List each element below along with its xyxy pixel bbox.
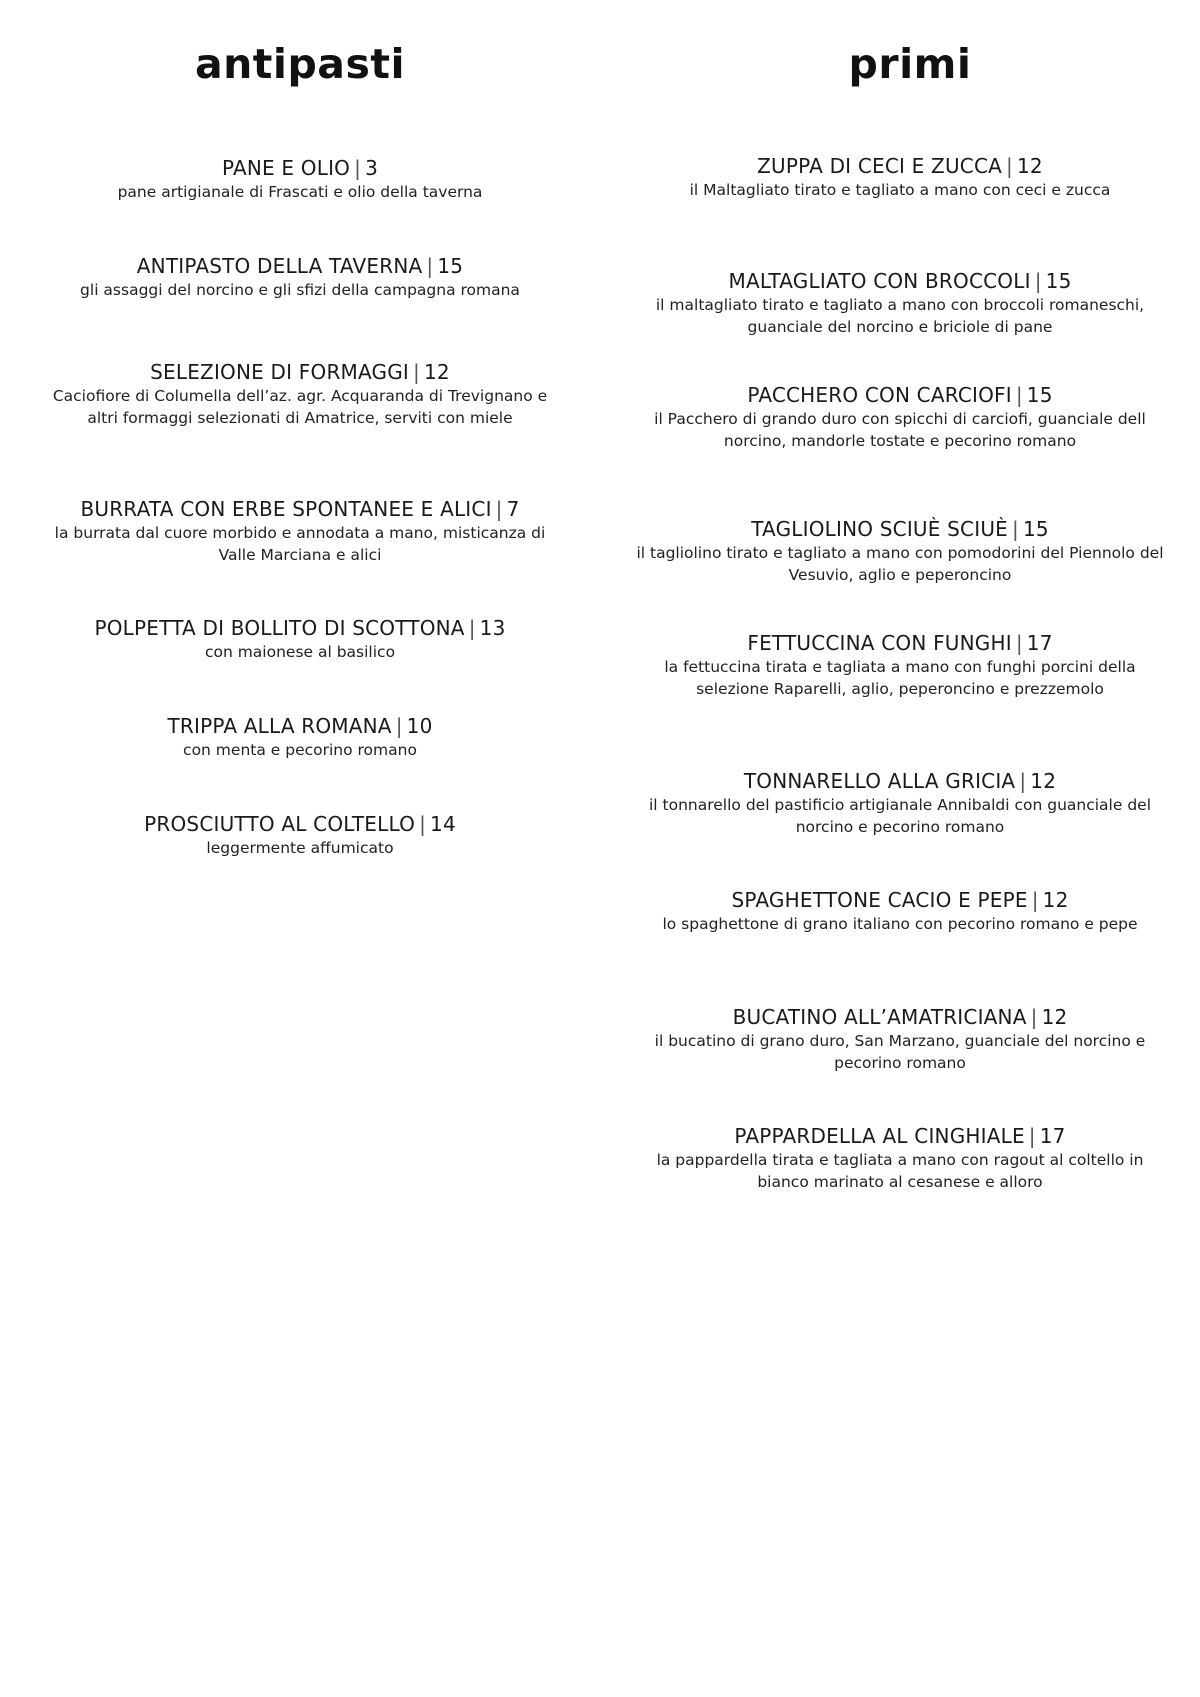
- menu-item-name: ANTIPASTO DELLA TAVERNA: [136, 254, 423, 278]
- menu-item-name: PACCHERO CON CARCIOFI: [747, 383, 1012, 407]
- menu-item-description: con maionese al basilico: [204, 643, 396, 661]
- price-separator: |: [1034, 269, 1042, 293]
- menu-item-description: gli assaggi del norcino e gli sfizi della campagna romana: [80, 281, 520, 299]
- menu-item-description: il maltagliato tirato e tagliato a mano con broccoli romaneschi, guanciale del norcino e briciole di pane: [655, 296, 1145, 336]
- price-separator: |: [395, 714, 403, 738]
- menu-item: [30, 615, 570, 663]
- price-separator: |: [1015, 631, 1023, 655]
- price-separator: |: [495, 497, 503, 521]
- menu-item-heading: [630, 268, 1170, 294]
- menu-item-heading: [30, 713, 570, 739]
- menu-item-name: BUCATINO ALL’AMATRICIANA: [732, 1005, 1027, 1029]
- menu-item-price: 15: [1026, 383, 1053, 407]
- price-separator: |: [468, 616, 476, 640]
- menu-item-price: 3: [365, 156, 379, 180]
- menu-item-price: 12: [1030, 769, 1057, 793]
- menu-item-name: PAPPARDELLA AL CINGHIALE: [734, 1124, 1025, 1148]
- menu-item-name: FETTUCCINA CON FUNGHI: [747, 631, 1012, 655]
- menu-item-description: la burrata dal cuore morbido e annodata a mano, misticanza di Valle Marciana e alici: [54, 524, 546, 564]
- price-separator: |: [1031, 888, 1039, 912]
- price-separator: |: [1028, 1124, 1036, 1148]
- menu-item-price: 15: [1045, 269, 1072, 293]
- menu-item-name: BURRATA CON ERBE SPONTANEE E ALICI: [80, 497, 492, 521]
- price-separator: |: [426, 254, 434, 278]
- menu-item: [630, 1004, 1170, 1074]
- menu-item-name: TAGLIOLINO SCIUÈ SCIUÈ: [751, 517, 1008, 541]
- menu-item: [30, 359, 570, 429]
- menu-item-description: lo spaghettone di grano italiano con pecorino romano e pepe: [662, 915, 1138, 933]
- price-separator: |: [1015, 383, 1023, 407]
- menu-item-name: SPAGHETTONE CACIO E PEPE: [731, 888, 1028, 912]
- menu-item: [630, 153, 1170, 201]
- menu-item: [30, 496, 570, 566]
- menu-item-price: 13: [479, 616, 506, 640]
- menu-item: [630, 382, 1170, 452]
- menu-item-description: il Pacchero di grando duro con spicchi di carciofi, guanciale dell norcino, mandorle tostate e pecorino romano: [654, 410, 1146, 450]
- menu-item-heading: [630, 1004, 1170, 1030]
- menu-item: [30, 155, 570, 203]
- menu-item-price: 10: [406, 714, 433, 738]
- menu-item-price: 12: [1042, 888, 1069, 912]
- menu-item-price: 7: [506, 497, 520, 521]
- menu-item-description: la pappardella tirata e tagliata a mano con ragout al coltello in bianco marinato al cesanese e alloro: [656, 1151, 1144, 1191]
- menu-item-name: MALTAGLIATO CON BROCCOLI: [728, 269, 1031, 293]
- menu-item-heading: [30, 615, 570, 641]
- menu-item-heading: [630, 630, 1170, 656]
- menu-item-heading: [630, 887, 1170, 913]
- menu-item-heading: [30, 359, 570, 385]
- menu-item-price: 17: [1026, 631, 1053, 655]
- menu-item-price: 14: [430, 812, 456, 836]
- price-separator: |: [413, 360, 420, 384]
- price-separator: |: [1012, 517, 1019, 541]
- menu-item-description: il bucatino di grano duro, San Marzano, guanciale del norcino e pecorino romano: [654, 1032, 1146, 1072]
- menu-item-heading: [630, 516, 1170, 542]
- menu-item-description: leggermente affumicato: [206, 839, 394, 857]
- menu-item-name: ZUPPA DI CECI E ZUCCA: [757, 154, 1003, 178]
- menu-item-description: il Maltagliato tirato e tagliato a mano con ceci e zucca: [689, 181, 1111, 199]
- menu-item-heading: [30, 811, 570, 837]
- menu-item-price: 15: [437, 254, 464, 278]
- menu-item-description: il tagliolino tirato e tagliato a mano con pomodorini del Piennolo del Vesuvio, aglio e peperoncino: [636, 544, 1164, 584]
- section-title-antipasti: antipasti: [194, 40, 406, 88]
- menu-item: [30, 811, 570, 859]
- menu-item-name: TRIPPA ALLA ROMANA: [167, 714, 392, 738]
- menu-item-heading: [630, 153, 1170, 179]
- menu-item: [630, 1123, 1170, 1193]
- menu-item-description: con menta e pecorino romano: [183, 741, 417, 759]
- menu-item: [630, 630, 1170, 700]
- section-title-primi: primi: [848, 40, 972, 88]
- menu-item-price: 12: [1041, 1005, 1068, 1029]
- menu-item-name: PROSCIUTTO AL COLTELLO: [144, 812, 416, 836]
- menu-item-description: il tonnarello del pastificio artigianale Annibaldi con guanciale del norcino e pecorino romano: [648, 796, 1152, 836]
- price-separator: |: [1030, 1005, 1038, 1029]
- menu-item: [630, 887, 1170, 935]
- menu-item-name: TONNARELLO ALLA GRICIA: [743, 769, 1016, 793]
- menu-item-name: SELEZIONE DI FORMAGGI: [150, 360, 410, 384]
- menu-item-heading: [30, 496, 570, 522]
- menu-item-heading: [630, 768, 1170, 794]
- menu-item: [630, 768, 1170, 838]
- price-separator: |: [1019, 769, 1027, 793]
- menu-item-heading: [630, 1123, 1170, 1149]
- price-separator: |: [1006, 154, 1013, 178]
- price-separator: |: [419, 812, 427, 836]
- menu-item-heading: [630, 382, 1170, 408]
- menu-item-description: la fettuccina tirata e tagliata a mano con funghi porcini della selezione Raparelli, aglio, peperoncino e prezzemolo: [664, 658, 1136, 698]
- menu-item-name: PANE E OLIO: [221, 156, 351, 180]
- menu-item: [30, 253, 570, 301]
- menu-item-name: POLPETTA DI BOLLITO DI SCOTTONA: [94, 616, 465, 640]
- menu-item: [630, 516, 1170, 586]
- menu-item-price: 17: [1039, 1124, 1066, 1148]
- menu-item-heading: [30, 155, 570, 181]
- menu-item-heading: [30, 253, 570, 279]
- menu-item-description: Caciofiore di Columella dell’az. agr. Acquaranda di Trevignano e altri formaggi selezionati di Amatrice, serviti con miele: [52, 387, 548, 427]
- menu-item-price: 15: [1022, 517, 1049, 541]
- price-separator: |: [354, 156, 362, 180]
- menu-item-description: pane artigianale di Frascati e olio della taverna: [117, 183, 483, 201]
- menu-item: [30, 713, 570, 761]
- menu-item-price: 12: [1016, 154, 1043, 178]
- menu-item: [630, 268, 1170, 338]
- menu-item-price: 12: [423, 360, 450, 384]
